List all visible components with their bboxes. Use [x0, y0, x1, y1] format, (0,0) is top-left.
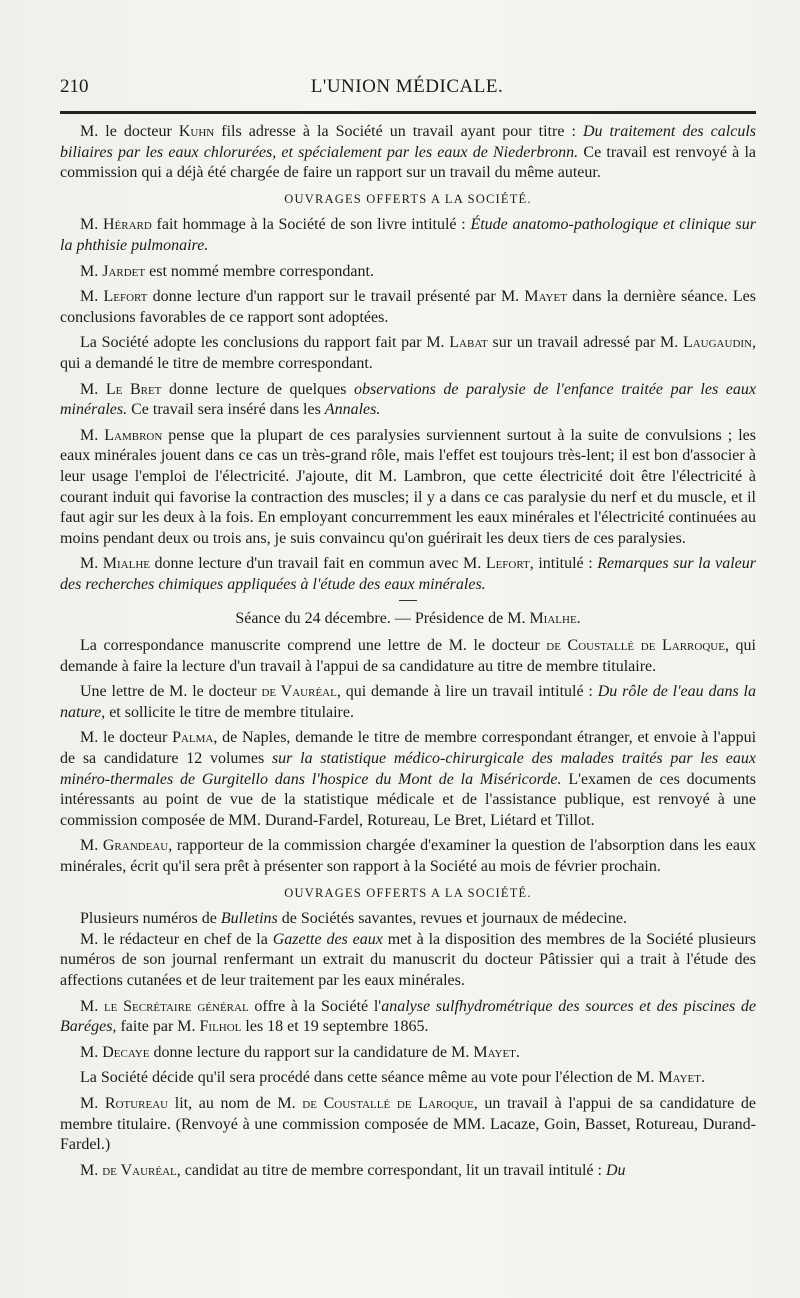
person-name: Hérard: [102, 216, 152, 234]
work-title: Annales.: [324, 401, 381, 419]
work-title: analyse sulfhydrométrique des sources et des piscines de Baréges,: [60, 997, 756, 1036]
person-name: Grandeau: [102, 837, 169, 855]
person-name: Palma: [172, 729, 214, 747]
paragraph-coustalle: La correspondance manuscrite comprend une lettre de M. le docteur de Coustallé de Larroque, qui demande à faire la lecture d'un travail à l'appui de sa candidature au titre de membre titulaire.: [60, 637, 756, 675]
person-name: Filhol: [199, 1018, 242, 1036]
work-title: sur la statistique médico-chirurgicale des malades traités par les eaux minéro-thermales de Gurgitello dans l'hospice du Mont de la Miséricorde.: [60, 750, 756, 788]
paragraph-grandeau: M. Grandeau, rapporteur de la commission chargée d'examiner la question de l'absorption dans les eaux minérales, écrit qu'il sera prêt à présenter son rapport à la Société au mois de février prochain.: [60, 837, 757, 875]
paragraph-rotureau: M. Rotureau lit, au nom de M. de Coustallé de Laroque, un travail à l'appui de sa candidature de membre titulaire. (Renvoyé à une commission composée de MM. Lacaze, Goin, Basset, Rotureau, Durand-Fardel.): [60, 1094, 757, 1154]
paragraph-lambron: M. Lambron pense que la plupart de ces paralysies surviennent surtout à la suite de convulsions ; les eaux minérales jouent dans ce cas un très-grand rôle, mais l'effet est toujours très-lent; il est bon d'associer à leur usage l'emploi de l'électricité. J'ajoute, dit M. Lambron, que cette électricité doit être l'électricité à courant induit qui favorise la contraction des muscles; il y a dans ce cas paralysie du nerf et du muscle, et il faut agir sur les deux à la fois. En employant concurremment les eaux minérales et l'électricité continuées au moins pendant deux ou trois ans, je suis convaincu qu'on guérirait les deux tiers de ces paralysies.: [60, 426, 756, 547]
person-name: Decaye: [102, 1043, 150, 1061]
person-name: Le Bret: [105, 380, 162, 398]
paragraph-palma: M. le docteur Palma, de Naples, demande le titre de membre correspondant étranger, et envoie à l'appui de sa candidature 12 volumes sur la statistique médico-chirurgicale des malades traités par les eaux minéro-thermales de Gurgitello dans l'hospice du Mont de la Miséricorde. L'examen de ces documents intéressants au point de vue de la statistique médicale et de l'assistance publique, est renvoyé à une commission composée de MM. Durand-Fardel, Rotureau, Le Bret, Liétard et Tillot.: [60, 729, 757, 829]
person-name: de Coustallé de Laroque: [302, 1094, 474, 1112]
paragraph-herard: M. Hérard fait hommage à la Société de son livre intitulé : Étude anatomo-pathologique et clinique sur la phthisie pulmonaire.: [60, 216, 757, 254]
person-name: de Vauréal: [261, 683, 337, 701]
work-title: Gazette des eaux: [272, 930, 383, 948]
person-name: Mayet: [658, 1069, 701, 1087]
paragraph-kuhn: M. le docteur Kuhn fils adresse à la Société un travail ayant pour titre : Du traitement des calculs biliaires par les eaux chlorurées, et spécialement par les eaux de Niederbronn. Ce travail est renvoyé à la commission qui a déjà été chargée de faire un rapport sur un travail du même auteur.: [60, 123, 757, 182]
person-name: Mialhe: [102, 555, 150, 573]
person-name: Mayet: [524, 288, 567, 306]
person-name: Lefort: [485, 555, 530, 573]
work-title: observations de paralysie de l'enfance traitée par les eaux minérales.: [60, 380, 756, 419]
page-header: [60, 76, 754, 106]
work-title: Bulletins: [220, 910, 278, 928]
paragraph-secretaire: M. le Secrétaire général offre à la Société l'analyse sulfhydrométrique des sources et des piscines de Baréges, faite par M. Filhol les 18 et 19 septembre 1865.: [60, 997, 756, 1036]
paragraph-le-bret: M. Le Bret donne lecture de quelques observations de paralysie de l'enfance traitée par les eaux minérales. Ce travail sera inséré dans les Annales.: [60, 380, 756, 419]
person-name: Kuhn: [178, 123, 215, 140]
person-name: Lefort: [103, 288, 148, 306]
paragraph-decaye: M. Decaye donne lecture du rapport sur la candidature de M. Mayet.: [80, 1043, 520, 1061]
person-name: Jardet: [102, 262, 146, 280]
person-name: de Coustallé de Larroque: [546, 637, 725, 655]
seance-heading: Séance du 24 décembre. — Présidence de M. Mialhe.: [235, 610, 581, 628]
person-name: Rotureau: [104, 1094, 169, 1112]
person-name: Lambron: [104, 426, 163, 444]
work-title: Du traitement des calculs biliaires par les eaux chlorurées, et spécialement par les eaux de Niederbronn.: [60, 123, 756, 161]
work-title: Du rôle de l'eau dans la nature,: [60, 683, 756, 721]
person-name: Laugaudin: [682, 334, 752, 352]
paragraph-mialhe: M. Mialhe donne lecture d'un travail fait en commun avec M. Lefort, intitulé : Remarques sur la valeur des recherches chimiques appliquées à l'étude des eaux minérales.: [60, 555, 756, 593]
section-heading-ouvrages-2: OUVRAGES OFFERTS A LA SOCIÉTÉ.: [284, 885, 532, 900]
work-title: Du: [605, 1161, 626, 1179]
paragraph-vaureal-letter: Une lettre de M. le docteur de Vauréal, qui demande à lire un travail intitulé : Du rôle de l'eau dans la nature, et sollicite le titre de membre titulaire.: [60, 683, 756, 721]
page-body: [60, 122, 756, 1186]
running-title: L'UNION MÉDICALE.: [310, 76, 504, 97]
page-number: 210: [60, 76, 89, 97]
person-name: le Secrétaire général: [103, 997, 249, 1015]
paragraph-lefort: M. Lefort donne lecture d'un rapport sur le travail présenté par M. Mayet dans la dernière séance. Les conclusions favorables de ce rapport sont adoptées.: [60, 288, 757, 326]
section-heading-ouvrages: OUVRAGES OFFERTS A LA SOCIÉTÉ.: [284, 191, 532, 206]
person-name: Mayet: [473, 1043, 516, 1061]
paragraph-vaureal-candidate: M. de Vauréal, candidat au titre de membre correspondant, lit un travail intitulé : Du: [80, 1161, 626, 1179]
paragraph-labat: La Société adopte les conclusions du rapport fait par M. Labat sur un travail adressé par M. Laugaudin, qui a demandé le titre de membre correspondant.: [60, 334, 756, 372]
person-name: Labat: [449, 334, 488, 352]
work-title: Remarques sur la valeur des recherches chimiques appliquées à l'étude des eaux minérales.: [60, 555, 756, 593]
person-name: Mialhe: [529, 610, 577, 628]
separator-rule: [399, 600, 417, 601]
paragraph-jardet: M. Jardet est nommé membre correspondant.: [80, 262, 374, 280]
header-rule: [60, 111, 756, 114]
work-title: Étude anatomo-pathologique et clinique sur la phthisie pulmonaire.: [60, 216, 757, 254]
person-name: de Vauréal: [102, 1161, 177, 1179]
paragraph-bulletins: Plusieurs numéros de Bulletins de Sociétés savantes, revues et journaux de médecine.: [80, 910, 627, 928]
paragraph-vote: La Société décide qu'il sera procédé dans cette séance même au vote pour l'élection de M. Mayet.: [80, 1069, 705, 1087]
paragraph-gazette: M. le rédacteur en chef de la Gazette des eaux met à la disposition des membres de la Société plusieurs numéros de son journal renfermant un extrait du manuscrit du docteur Pâtissier qui a trait à l'étude des affections cutanées et de leur traitement par les eaux minérales.: [60, 930, 757, 989]
